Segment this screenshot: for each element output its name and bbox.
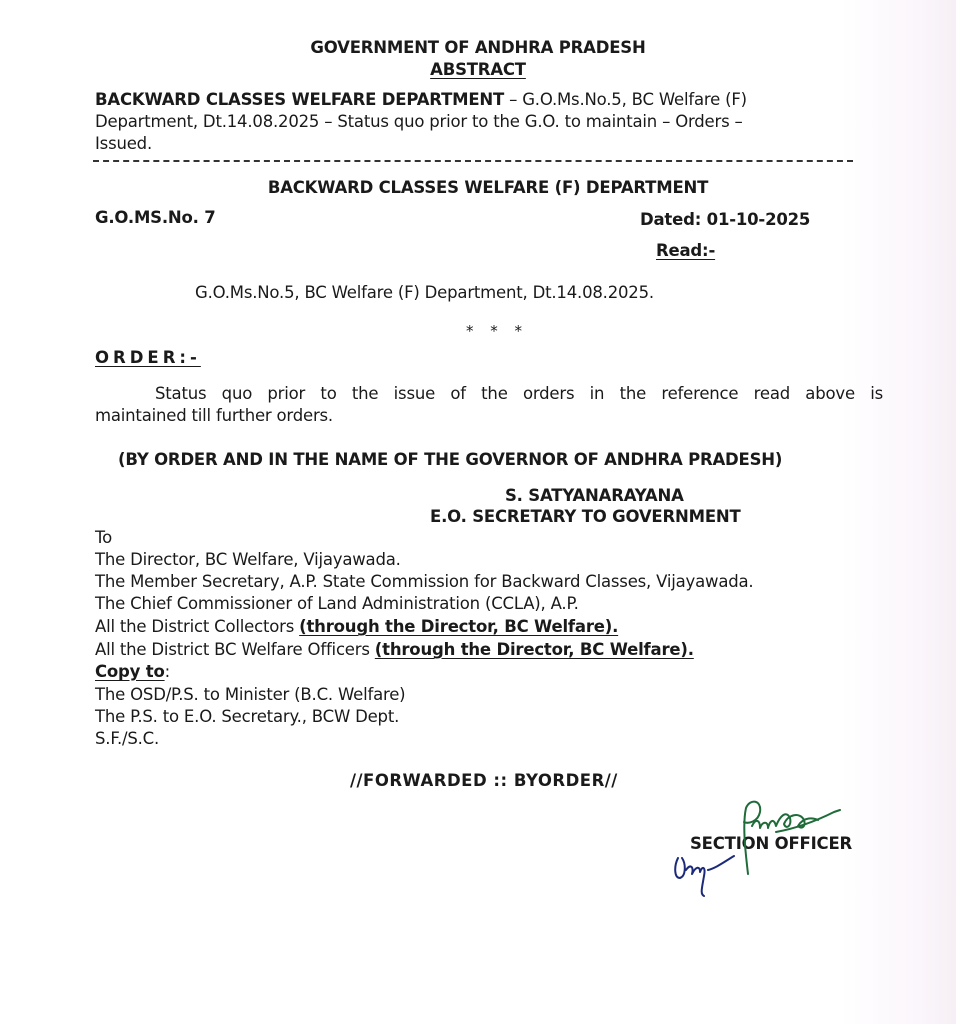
- recipient-3: The Chief Commissioner of Land Administration (CCLA), A.P.: [95, 594, 579, 613]
- order-line-1: [155, 384, 883, 403]
- recipient-1: The Director, BC Welfare, Vijayawada.: [95, 550, 401, 569]
- read-label: Read:-: [656, 241, 716, 260]
- copy-item-2: The P.S. to E.O. Secretary., BCW Dept.: [95, 707, 400, 726]
- order-label: ORDER:-: [95, 348, 201, 367]
- by-order-line: (BY ORDER AND IN THE NAME OF THE GOVERNOR OF ANDHRA PRADESH): [118, 450, 783, 469]
- copy-item-1: The OSD/P.S. to Minister (B.C. Welfare): [95, 685, 406, 704]
- recipient-5: [95, 640, 694, 659]
- abstract-line-1: [95, 90, 747, 109]
- copy-to-label: Copy to: [95, 662, 165, 681]
- abstract-dept: BACKWARD CLASSES WELFARE DEPARTMENT: [95, 90, 505, 109]
- to-label: To: [95, 528, 112, 547]
- government-heading: GOVERNMENT OF ANDHRA PRADESH: [310, 38, 646, 57]
- signature-blue: [664, 836, 784, 906]
- forwarded-line: //FORWARDED :: BYORDER//: [350, 771, 618, 790]
- abstract-heading-wrap: [0, 60, 956, 79]
- abstract-line-3: Issued.: [95, 134, 152, 153]
- abstract-line-2: Department, Dt.14.08.2025 – Status quo prior to the G.O. to maintain – Orders –: [95, 112, 743, 131]
- recipient-2: The Member Secretary, A.P. State Commission for Backward Classes, Vijayawada.: [95, 572, 754, 591]
- department-heading: BACKWARD CLASSES WELFARE (F) DEPARTMENT: [267, 178, 709, 197]
- recipient-5-note: (through the Director, BC Welfare).: [374, 640, 694, 659]
- reference-line: G.O.Ms.No.5, BC Welfare (F) Department, Dt.14.08.2025.: [195, 283, 654, 302]
- copy-item-3: S.F./S.C.: [95, 729, 160, 748]
- copy-to-colon: :: [164, 662, 170, 681]
- recipient-4-note: (through the Director, BC Welfare).: [299, 617, 619, 636]
- abstract-heading: ABSTRACT: [430, 60, 526, 79]
- copy-to-heading: [95, 662, 170, 681]
- stars-separator: * * *: [466, 322, 529, 340]
- order-text-1: Status quo prior to the issue of the orders in the reference read above is: [155, 384, 883, 403]
- go-number: G.O.MS.No. 7: [95, 208, 216, 227]
- signature-blue-stroke: [675, 856, 734, 896]
- signatory-title: E.O. SECRETARY TO GOVERNMENT: [430, 507, 741, 526]
- order-line-2: maintained till further orders.: [95, 406, 333, 425]
- section-officer-label: SECTION OFFICER: [690, 834, 853, 853]
- signatory-name: S. SATYANARAYANA: [505, 486, 684, 505]
- recipient-4: [95, 617, 618, 636]
- dated: Dated: 01-10-2025: [640, 210, 811, 229]
- dashed-separator: [93, 160, 853, 162]
- recipient-5-text: All the District BC Welfare Officers: [95, 640, 375, 659]
- recipient-4-text: All the District Collectors: [95, 617, 300, 636]
- abstract-line1-rest: – G.O.Ms.No.5, BC Welfare (F): [504, 90, 747, 109]
